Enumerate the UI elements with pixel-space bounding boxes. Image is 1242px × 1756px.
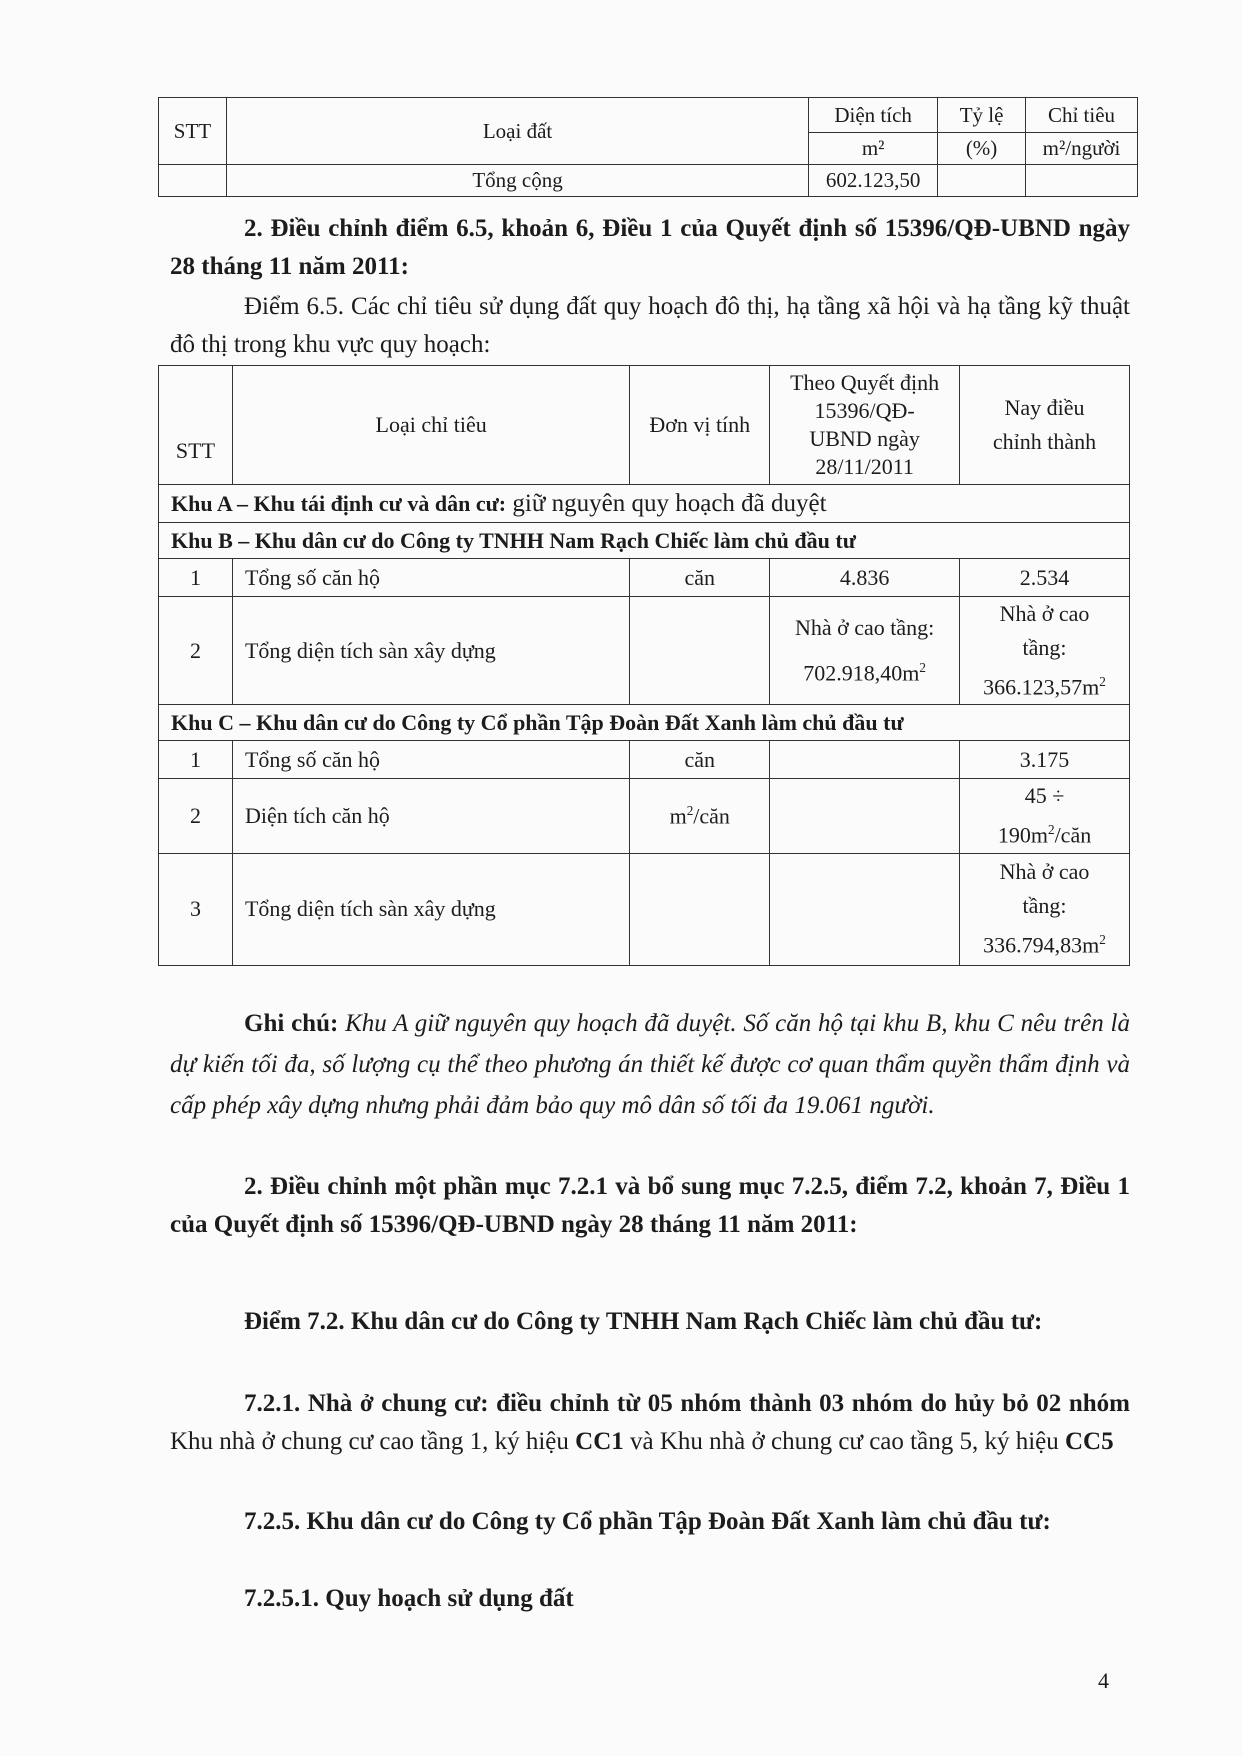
land-use-total-table <box>158 97 1138 197</box>
section3-heading: 2. Điều chỉnh một phần mục 7.2.1 và bổ sung mục 7.2.5, điểm 7.2, khoản 7, Điều 1 của Quyết định số 15396/QĐ-UBND ngày 28 tháng 11 năm 2011: <box>170 1173 1130 1238</box>
khu-a-row <box>159 485 1130 523</box>
c-row3-dv <box>630 853 770 965</box>
b-row2-stt: 2 <box>159 597 233 705</box>
c-row1-loai: Tổng số căn hộ <box>232 741 629 779</box>
b-row1-theo: 4.836 <box>770 559 960 597</box>
section2-heading: 2. Điều chỉnh điểm 6.5, khoản 6, Điều 1 của Quyết định số 15396/QĐ-UBND ngày 28 tháng 11 năm 2011: <box>170 215 1130 280</box>
c-row2-stt: 2 <box>159 779 233 853</box>
total-value: 602.123,50 <box>809 165 938 197</box>
total-stt <box>159 165 227 197</box>
header-ty-le: Tỷ lệ <box>938 98 1026 133</box>
header-loai-dat: Loại đất <box>226 98 808 165</box>
c-row3-nay-line3: $336.794,83m^2$ <box>983 932 1106 958</box>
total-label: Tổng cộng <box>226 165 808 197</box>
section2-intro: Điểm 6.5. Các chỉ tiêu sử dụng đất quy hoạch đô thị, hạ tầng xã hội và hạ tầng kỹ thuật đô thị trong khu vực quy hoạch: <box>170 293 1130 358</box>
c-row3-theo <box>770 853 960 965</box>
c-row3-stt: 3 <box>159 853 233 965</box>
khu-a-note: giữ nguyên quy hoạch đã duyệt <box>506 489 827 517</box>
para-7-2-5: 7.2.5. Khu dân cư do Công ty Cổ phần Tập Đoàn Đất Xanh làm chủ đầu tư: <box>244 1508 1051 1535</box>
b-row2-nay <box>960 597 1130 705</box>
diem-7-2: Điểm 7.2. Khu dân cư do Công ty TNHH Nam Rạch Chiếc làm chủ đầu tư: <box>244 1308 1043 1335</box>
b-row1-stt: 1 <box>159 559 233 597</box>
b-row2-nay-line2: tầng: <box>1022 635 1067 660</box>
c-row1-nay: 3.175 <box>960 741 1130 779</box>
khu-b-title: Khu B – Khu dân cư do Công ty TNHH Nam Rạch Chiếc làm chủ đầu tư <box>159 523 1130 559</box>
indicator-table <box>158 365 1130 966</box>
c-row3-loai: Tổng diện tích sàn xây dựng <box>232 853 629 965</box>
c-row3-nay-line1: Nhà ở cao <box>999 859 1090 885</box>
khu-c-title: Khu C – Khu dân cư do Công ty Cổ phần Tập Đoàn Đất Xanh làm chủ đầu tư <box>159 705 1130 741</box>
b-row2-loai: Tổng diện tích sàn xây dựng <box>232 597 629 705</box>
b-row2-theo <box>770 597 960 705</box>
header-stt: STT <box>159 98 227 165</box>
c-row1-theo <box>770 741 960 779</box>
header-nay-dieu-chinh: Nay điều chỉnh thành <box>960 366 1130 485</box>
unit-dien-tich: m² <box>809 133 938 165</box>
b-row1-loai: Tổng số căn hộ <box>232 559 629 597</box>
total-ty-le <box>938 165 1026 197</box>
note-paragraph <box>170 1003 1130 1126</box>
para-7-2-1: 7.2.1. Nhà ở chung cư: điều chỉnh từ 05 nhóm thành 03 nhóm do hủy bỏ 02 nhóm Khu nhà ở chung cư cao tầng 1, ký hiệu CC1 và Khu nhà ở chung cư cao tầng 5, ký hiệu CC5 <box>170 1390 1130 1455</box>
b-row2-theo-line2: $702.918,40m^2$ <box>803 660 926 686</box>
b-row2-nay-line1: Nhà ở cao <box>999 601 1090 626</box>
page-number: 4 <box>1098 1668 1109 1693</box>
total-chi-tieu <box>1026 165 1138 197</box>
c-row2-nay <box>960 779 1130 853</box>
unit-chi-tieu: m²/người <box>1026 133 1138 165</box>
c-row2-theo <box>770 779 960 853</box>
c-row1-dv: căn <box>630 741 770 779</box>
b-row2-dv <box>630 597 770 705</box>
para-7-2-5-1: 7.2.5.1. Quy hoạch sử dụng đất <box>244 1585 574 1612</box>
header-chi-tieu: Chỉ tiêu <box>1026 98 1138 133</box>
c-row1-stt: 1 <box>159 741 233 779</box>
note-text: Khu A giữ nguyên quy hoạch đã duyệt. Số căn hộ tại khu B, khu C nêu trên là dự kiến tối đa, số lượng cụ thể theo phương án thiết kế được cơ quan thẩm quyền thẩm định và cấp phép xây dựng nhưng phải đảm bảo quy mô dân số tối đa 19.061 người. <box>170 1010 1130 1119</box>
c-row3-nay <box>960 853 1130 965</box>
header-theo-quyet-dinh: Theo Quyết định 15396/QĐ-UBND ngày 28/11/2011 <box>770 366 960 485</box>
c-row2-dv: $m^2$/căn <box>630 779 770 853</box>
c-row2-loai: Diện tích căn hộ <box>232 779 629 853</box>
unit-ty-le: (%) <box>938 133 1026 165</box>
header-stt: STT <box>159 366 233 485</box>
header-dien-tich: Diện tích <box>809 98 938 133</box>
c-row2-nay-line2: $190m^2$/căn <box>997 822 1092 848</box>
b-row2-theo-line1: Nhà ở cao tầng: <box>794 615 935 640</box>
b-row2-nay-line3: $366.123,57m^2$ <box>983 674 1106 700</box>
b-row1-dv: căn <box>630 559 770 597</box>
khu-a-title: Khu A – Khu tái định cư và dân cư: <box>171 490 507 516</box>
c-row2-nay-line1: 45 ÷ <box>1024 783 1065 809</box>
note-label: Ghi chú: <box>244 1010 339 1037</box>
header-loai-chi-tieu: Loại chỉ tiêu <box>232 366 629 485</box>
c-row3-nay-line2: tầng: <box>1022 893 1067 919</box>
b-row1-nay: 2.534 <box>960 559 1130 597</box>
header-don-vi: Đơn vị tính <box>630 366 770 485</box>
